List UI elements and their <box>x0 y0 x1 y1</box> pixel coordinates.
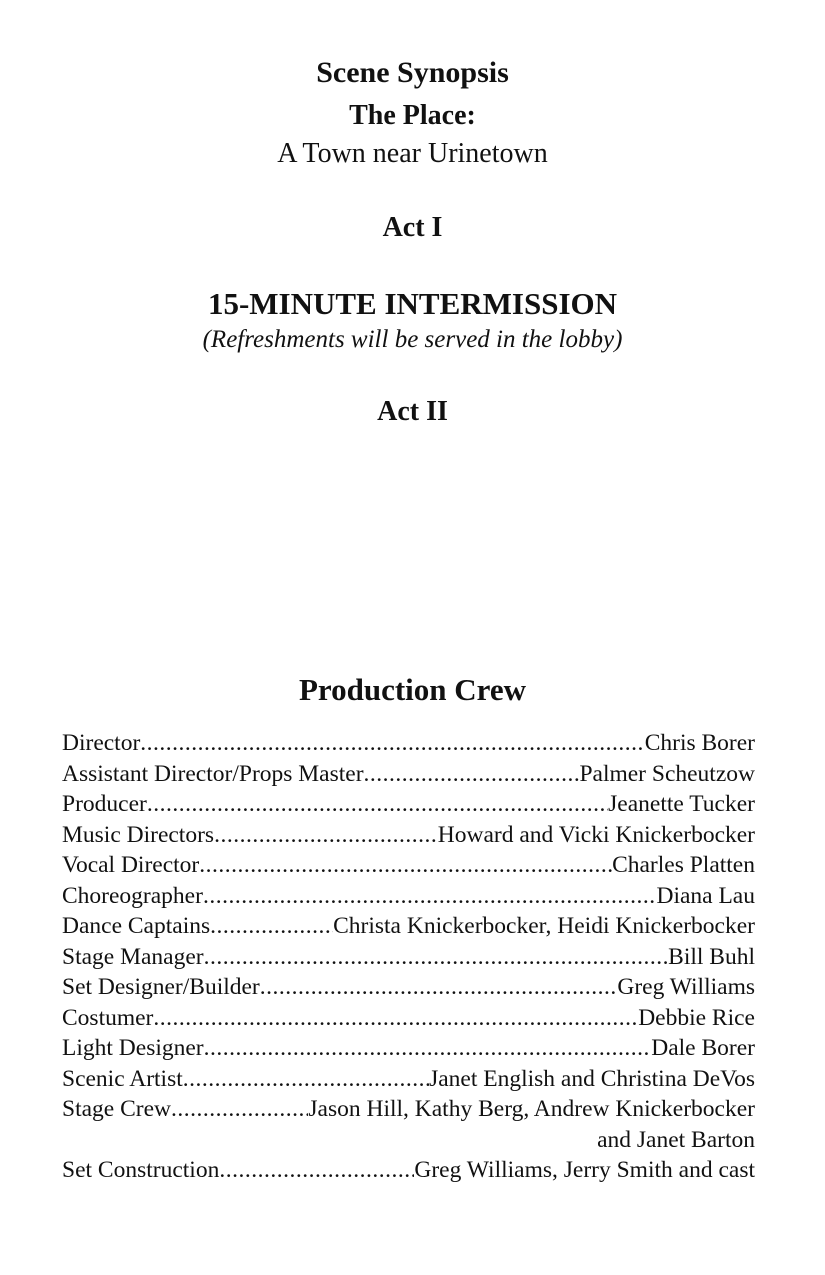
dot-leader <box>204 1033 652 1064</box>
dot-leader <box>219 1155 414 1186</box>
crew-row-vocal-director <box>62 850 755 881</box>
crew-role: Dance Captains <box>62 913 211 939</box>
crew-role: Producer <box>62 791 147 817</box>
crew-name: Bill Buhl <box>668 943 755 970</box>
crew-name: Charles Platten <box>612 852 755 878</box>
crew-row-costumer <box>62 1003 755 1034</box>
dot-leader <box>199 850 612 881</box>
crew-name: Christa Knickerbocker, Heidi Knickerbocker <box>333 913 755 939</box>
crew-role: Stage Manager <box>62 943 204 970</box>
crew-name: Debbie Rice <box>638 1004 755 1031</box>
crew-role: Assistant Director/Props Master <box>62 760 364 787</box>
crew-name: Greg Williams <box>617 974 755 1000</box>
act-one-heading: Act I <box>382 212 443 243</box>
crew-name: Palmer Scheutzow <box>579 760 755 787</box>
crew-role: Director <box>62 730 141 756</box>
crew-row-stage-crew <box>62 1094 755 1125</box>
crew-row-stage-manager <box>62 942 755 973</box>
crew-role: Costumer <box>62 1004 154 1031</box>
intermission-heading: 15-MINUTE INTERMISSION <box>207 286 618 321</box>
crew-name: Greg Williams, Jerry Smith and cast <box>414 1157 755 1183</box>
crew-row-assistant-director <box>62 759 755 790</box>
crew-role: Music Directors <box>62 821 215 848</box>
crew-row-dance-captains <box>62 911 755 942</box>
crew-name: Dale Borer <box>651 1035 755 1061</box>
crew-role: Scenic Artist <box>62 1065 183 1092</box>
crew-row-producer <box>62 789 755 820</box>
place-value: A Town near Urinetown <box>277 138 548 169</box>
production-crew-heading: Production Crew <box>298 672 527 707</box>
crew-name: Jason Hill, Kathy Berg, Andrew Knickerbocker <box>308 1096 755 1122</box>
crew-role: Vocal Director <box>62 852 200 878</box>
crew-row-light-designer <box>62 1033 755 1064</box>
dot-leader <box>210 911 333 942</box>
act-two-heading: Act II <box>377 396 448 427</box>
crew-list <box>62 728 755 1186</box>
crew-row-scenic-artist <box>62 1064 755 1095</box>
crew-row-music-directors <box>62 820 755 851</box>
dot-leader <box>140 728 644 759</box>
crew-role: Choreographer <box>62 882 203 909</box>
crew-role: Light Designer <box>62 1035 204 1061</box>
dot-leader <box>204 942 669 973</box>
crew-name: Diana Lau <box>656 882 755 909</box>
dot-leader <box>153 1003 638 1034</box>
dot-leader <box>214 820 438 851</box>
crew-row-set-construction <box>62 1155 755 1186</box>
crew-role: Set Construction <box>62 1157 220 1183</box>
crew-name: Janet English and Christina DeVos <box>429 1065 755 1092</box>
dot-leader <box>171 1094 308 1125</box>
intermission-note: (Refreshments will be served in the lobby) <box>202 326 623 353</box>
crew-row-choreographer <box>62 881 755 912</box>
dot-leader <box>147 789 608 820</box>
dot-leader <box>260 972 618 1003</box>
dot-leader <box>203 881 657 912</box>
crew-role: Stage Crew <box>62 1096 171 1122</box>
crew-name: Jeanette Tucker <box>608 791 755 817</box>
dot-leader <box>364 759 580 790</box>
crew-row-stage-crew-continuation: and Janet Barton <box>597 1126 755 1153</box>
crew-row-director <box>62 728 755 759</box>
crew-name: Chris Borer <box>644 730 755 756</box>
crew-row-set-designer <box>62 972 755 1003</box>
scene-synopsis-heading: Scene Synopsis <box>316 56 509 89</box>
place-label: The Place: <box>349 100 476 131</box>
crew-name: Howard and Vicki Knickerbocker <box>437 821 755 848</box>
dot-leader <box>183 1064 429 1095</box>
crew-role: Set Designer/Builder <box>62 974 260 1000</box>
